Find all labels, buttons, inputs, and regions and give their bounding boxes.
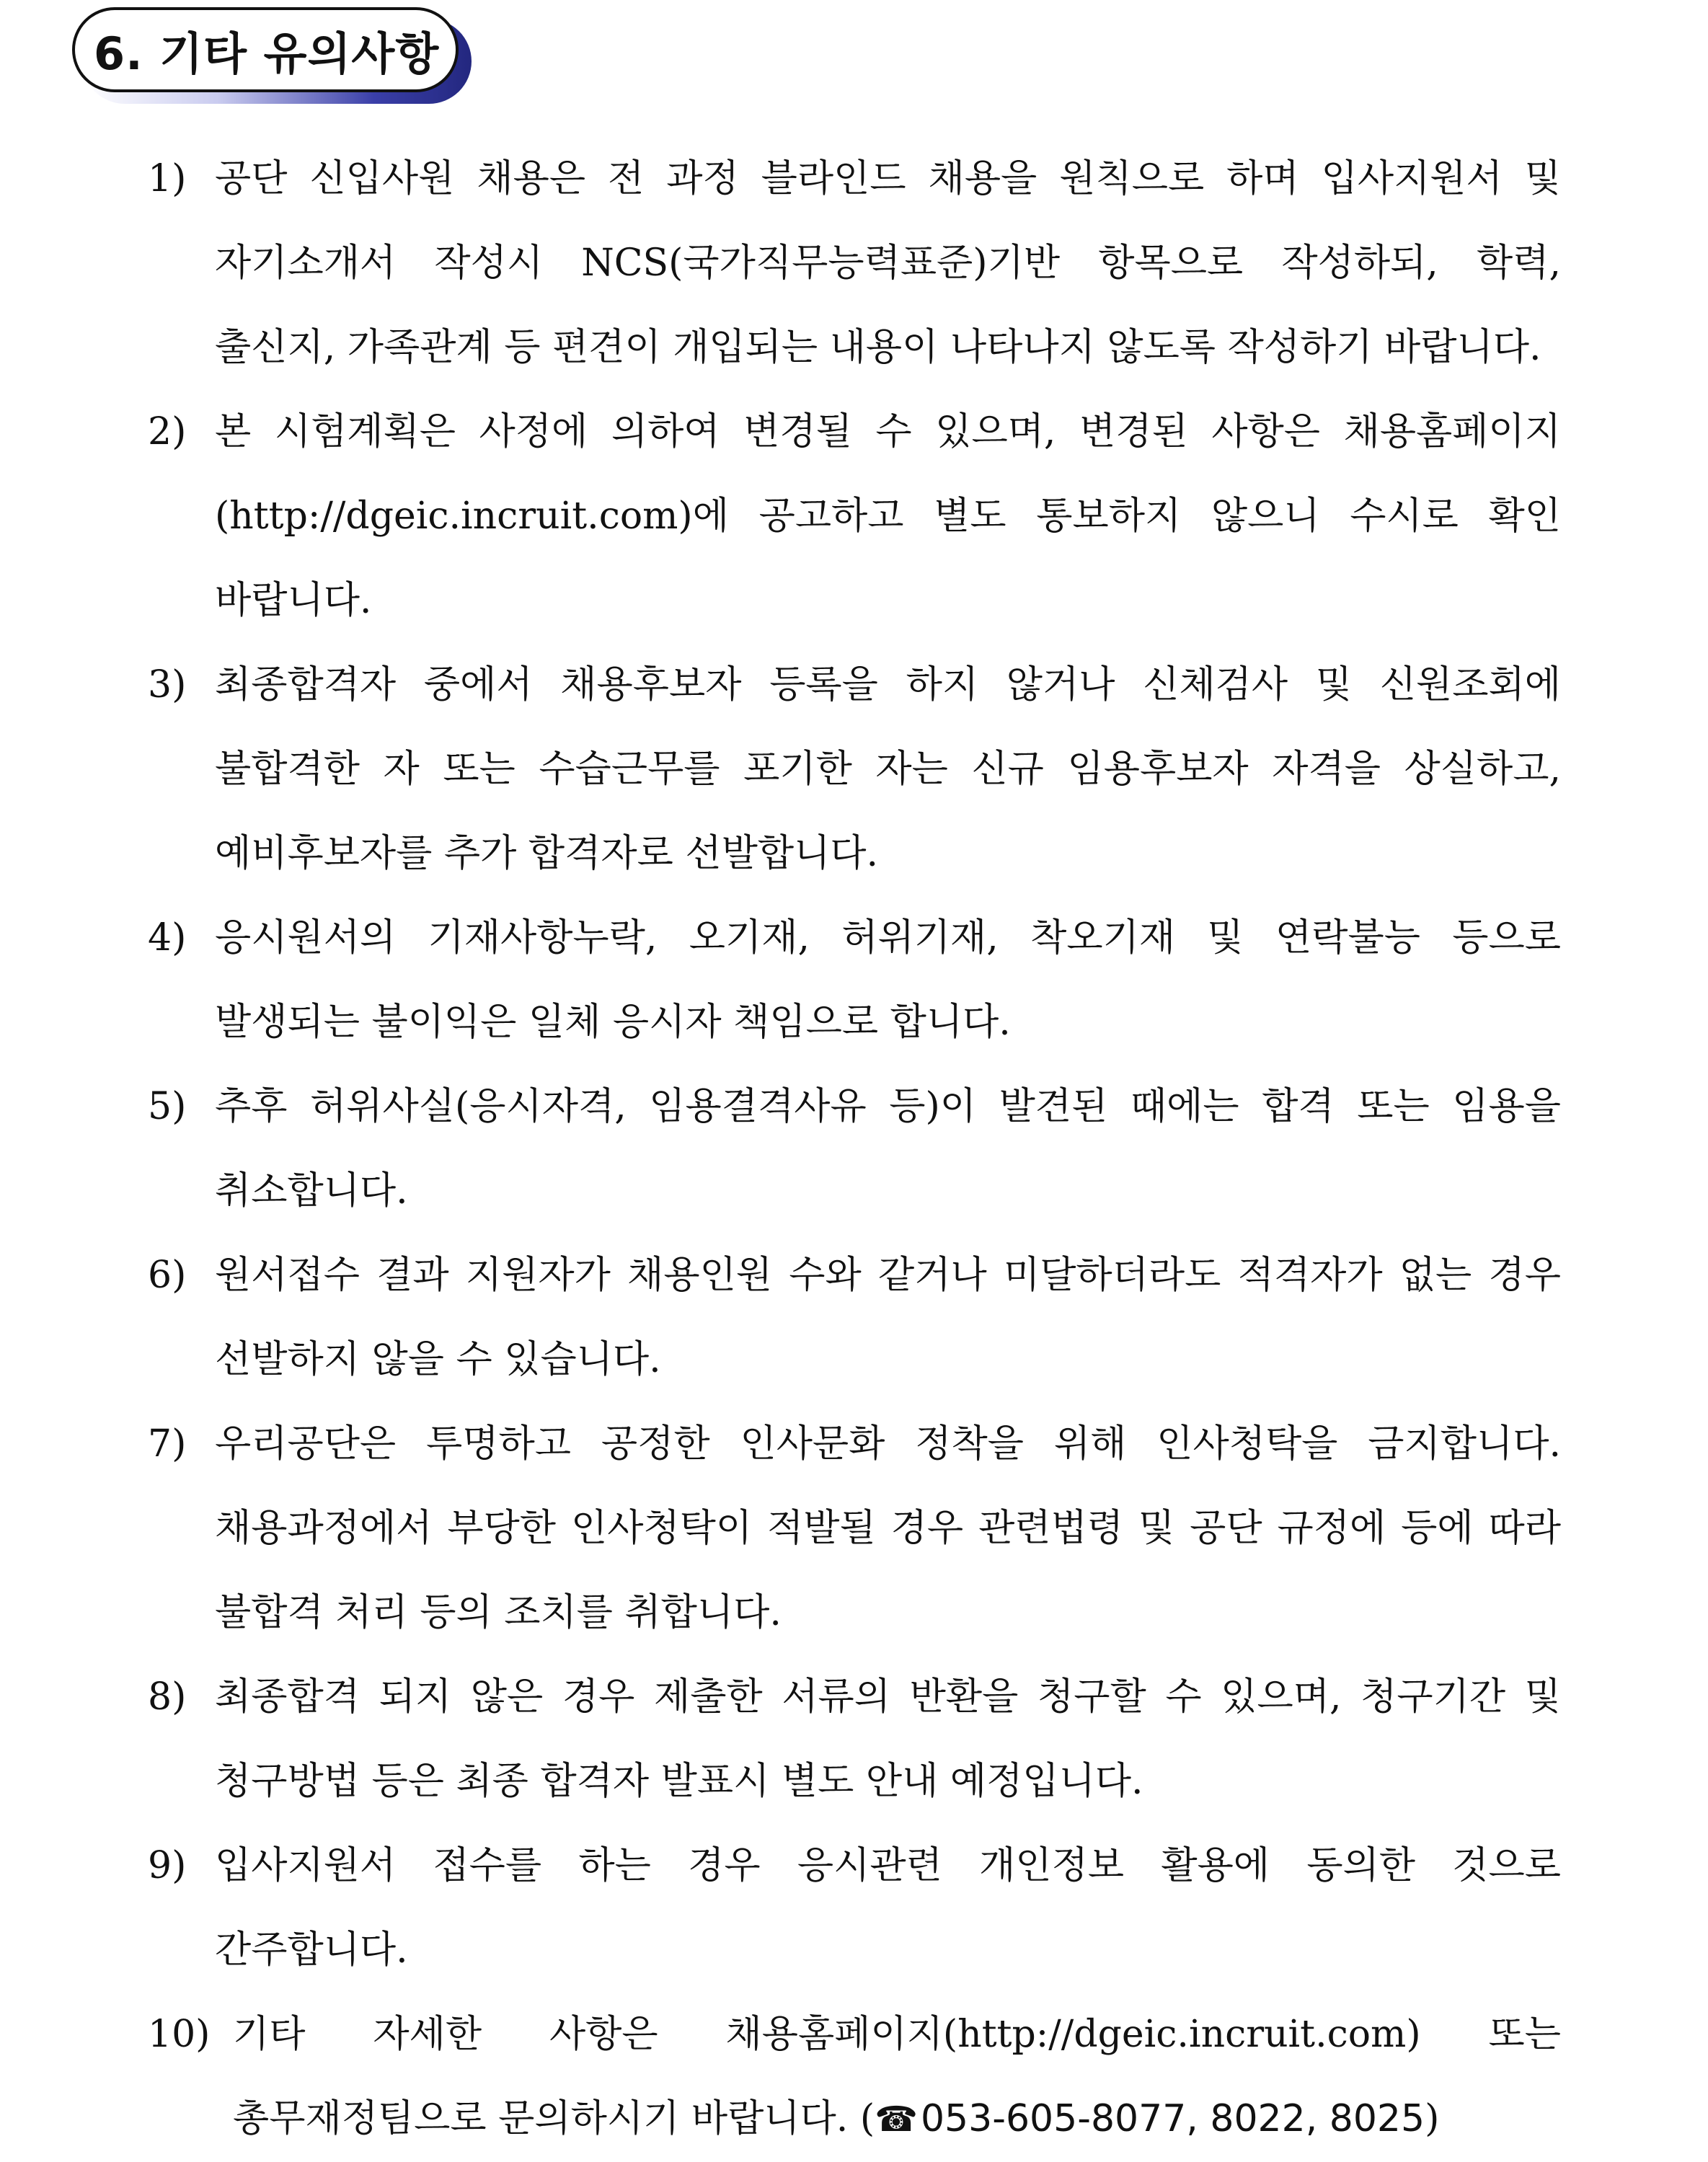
notice-item [148,1065,1561,1233]
phone-close-paren: ) [1425,2097,1440,2140]
notice-number: 3) [148,663,187,706]
notice-text: 기타 자세한 사항은 채용홈페이지(http://dgeic.incruit.com) 또는 총무재정팀으로 문의하시기 바랍니다. [233,2013,1561,2140]
heading-box [72,7,459,92]
section-heading [72,7,476,105]
notice-item [148,390,1561,643]
notice-item [148,643,1561,896]
notice-item [148,896,1561,1065]
notice-text: 최종합격자 중에서 채용후보자 등록을 하지 않거나 신체검사 및 신원조회에 불합격한 자 또는 수습근무를 포기한 자는 신규 임용후보자 자격을 상실하고, 예비후보자를 추가 합격자로 선발합니다. [215,663,1561,875]
notice-text: 추후 허위사실(응시자격, 임용결격사유 등)이 발견된 때에는 합격 또는 임용을 취소합니다. [215,1085,1561,1213]
phone-numbers: 053-605-8077, 8022, 8025 [920,2097,1425,2140]
notice-number: 6) [148,1254,187,1297]
notice-text: 공단 신입사원 채용은 전 과정 블라인드 채용을 원칙으로 하며 입사지원서 및 자기소개서 작성시 NCS(국가직무능력표준)기반 항목으로 작성하되, 학력, 출신지, 가족관계 등 편견이 개입되는 내용이 나타나지 않도록 작성하기 바랍니다. [215,157,1561,369]
phone-open-paren: ( [859,2097,875,2140]
notice-item [148,137,1561,390]
notice-text: 본 시험계획은 사정에 의하여 변경될 수 있으며, 변경된 사항은 채용홈페이지 (http://dgeic.incruit.com)에 공고하고 별도 통보하지 않으니 수시로 확인 바랍니다. [215,410,1561,622]
notice-number: 10) [148,2013,211,2056]
notice-text-group [233,1993,1561,2162]
notice-number: 5) [148,1085,187,1128]
notice-number: 4) [148,916,187,960]
notice-list [148,137,1561,2162]
notice-number: 1) [148,157,187,200]
notice-item [148,1655,1561,1824]
notice-item [148,1233,1561,1402]
notice-text: 응시원서의 기재사항누락, 오기재, 허위기재, 착오기재 및 연락불능 등으로 발생되는 불이익은 일체 응시자 책임으로 합니다. [215,916,1561,1044]
notice-text: 입사지원서 접수를 하는 경우 응시관련 개인정보 활용에 동의한 것으로 간주합니다. [215,1844,1561,1972]
notice-item [148,1993,1561,2162]
section-title: 6. 기타 유의사항 [94,27,440,80]
notice-item [148,1402,1561,1655]
notice-number: 9) [148,1844,187,1887]
notice-number: 7) [148,1422,187,1466]
notice-text: 원서접수 결과 지원자가 채용인원 수와 같거나 미달하더라도 적격자가 없는 경우 선발하지 않을 수 있습니다. [215,1254,1561,1381]
notice-number: 8) [148,1675,187,1719]
notice-text: 최종합격 되지 않은 경우 제출한 서류의 반환을 청구할 수 있으며, 청구기간 및 청구방법 등은 최종 합격자 발표시 별도 안내 예정입니다. [215,1675,1561,1803]
notice-number: 2) [148,410,187,453]
notice-text: 우리공단은 투명하고 공정한 인사문화 정착을 위해 인사청탁을 금지합니다. 채용과정에서 부당한 인사청탁이 적발될 경우 관련법령 및 공단 규정에 등에 따라 불합격 처리 등의 조치를 취합니다. [215,1422,1561,1634]
contact-phone [860,2097,1440,2140]
notice-item [148,1824,1561,1993]
telephone-icon: ☎ [875,2099,918,2140]
